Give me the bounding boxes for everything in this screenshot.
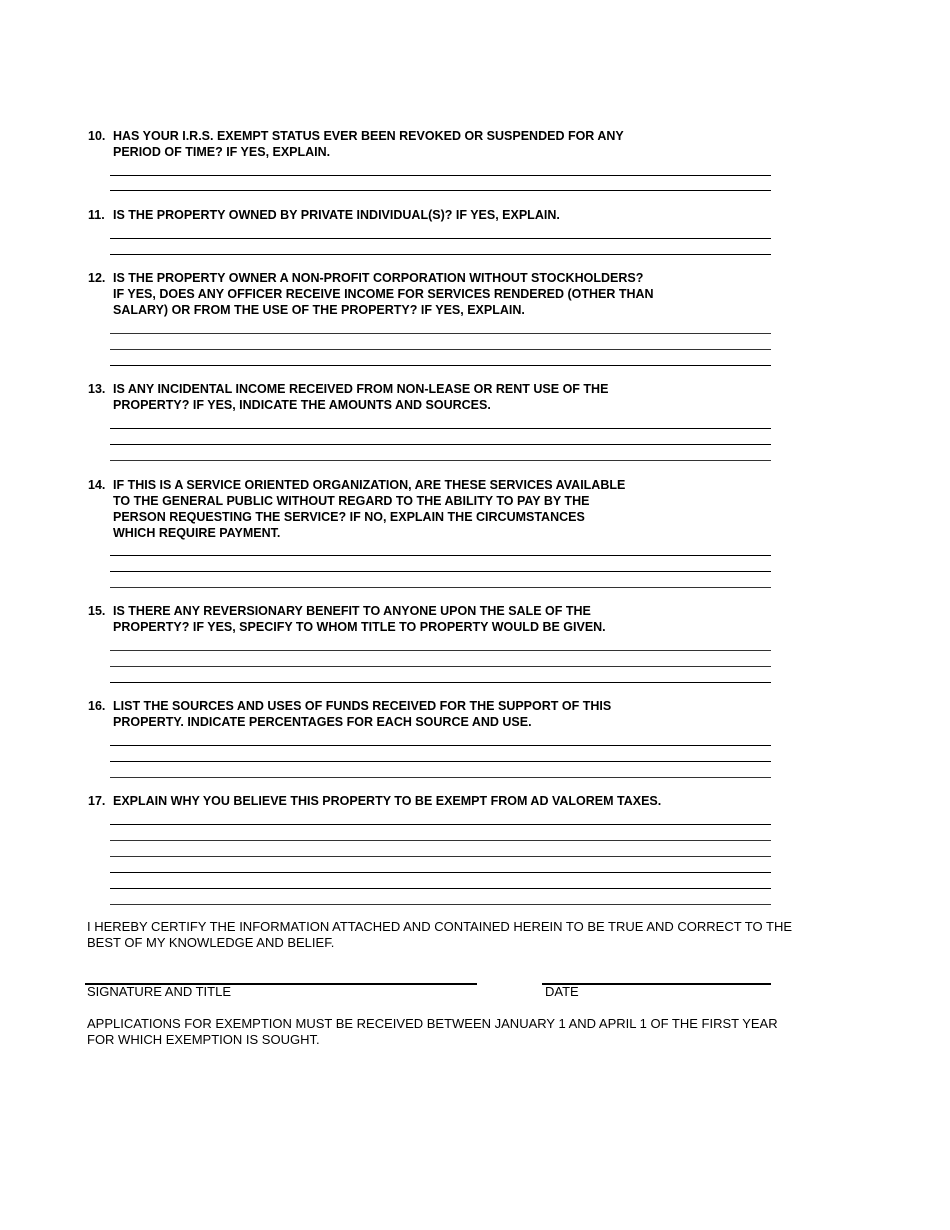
answer-line[interactable] — [110, 333, 771, 334]
question-number: 16. — [88, 699, 106, 713]
question-10 — [88, 128, 708, 160]
certification-text: BEST OF MY KNOWLEDGE AND BELIEF. — [87, 935, 335, 950]
answer-line[interactable] — [110, 904, 771, 905]
question-number: 15. — [88, 604, 106, 618]
question-text: IS THERE ANY REVERSIONARY BENEFIT TO ANYONE UPON THE SALE OF THE — [113, 604, 591, 618]
notice-text: APPLICATIONS FOR EXEMPTION MUST BE RECEIVED BETWEEN JANUARY 1 AND APRIL 1 OF THE FIRST YEAR — [87, 1016, 778, 1031]
question-text: TO THE GENERAL PUBLIC WITHOUT REGARD TO THE ABILITY TO PAY BY THE — [113, 494, 590, 508]
question-text: PROPERTY? IF YES, INDICATE THE AMOUNTS AND SOURCES. — [113, 398, 491, 412]
date-label: DATE — [545, 984, 579, 999]
answer-line[interactable] — [110, 761, 771, 762]
answer-line[interactable] — [110, 745, 771, 746]
question-text: HAS YOUR I.R.S. EXEMPT STATUS EVER BEEN REVOKED OR SUSPENDED FOR ANY — [113, 129, 624, 143]
answer-line[interactable] — [110, 349, 771, 350]
question-12 — [88, 270, 708, 318]
notice-text: FOR WHICH EXEMPTION IS SOUGHT. — [87, 1032, 320, 1047]
question-number: 12. — [88, 271, 106, 285]
question-number: 17. — [88, 794, 106, 808]
question-number: 10. — [88, 129, 106, 143]
answer-line[interactable] — [110, 587, 771, 588]
question-text: LIST THE SOURCES AND USES OF FUNDS RECEIVED FOR THE SUPPORT OF THIS — [113, 699, 612, 713]
question-text: IF YES, DOES ANY OFFICER RECEIVE INCOME FOR SERVICES RENDERED (OTHER THAN — [113, 287, 654, 301]
question-13 — [88, 381, 708, 413]
answer-line[interactable] — [110, 777, 771, 778]
question-14 — [88, 477, 708, 541]
answer-line[interactable] — [110, 190, 771, 191]
question-17 — [88, 793, 708, 809]
signature-label: SIGNATURE AND TITLE — [87, 984, 231, 999]
question-text: SALARY) OR FROM THE USE OF THE PROPERTY? IF YES, EXPLAIN. — [113, 303, 525, 317]
answer-line[interactable] — [110, 856, 771, 857]
answer-line[interactable] — [110, 254, 771, 255]
question-text: IS THE PROPERTY OWNED BY PRIVATE INDIVIDUAL(S)? IF YES, EXPLAIN. — [113, 208, 560, 222]
answer-line[interactable] — [110, 824, 771, 825]
answer-line[interactable] — [110, 460, 771, 461]
answer-line[interactable] — [110, 555, 771, 556]
answer-line[interactable] — [110, 650, 771, 651]
answer-line[interactable] — [110, 888, 771, 889]
question-text: EXPLAIN WHY YOU BELIEVE THIS PROPERTY TO BE EXEMPT FROM AD VALOREM TAXES. — [113, 794, 662, 808]
question-16 — [88, 698, 708, 730]
question-11 — [88, 207, 708, 223]
question-text: IS THE PROPERTY OWNER A NON-PROFIT CORPORATION WITHOUT STOCKHOLDERS? — [113, 271, 644, 285]
answer-line[interactable] — [110, 444, 771, 445]
answer-line[interactable] — [110, 365, 771, 366]
answer-line[interactable] — [110, 428, 771, 429]
question-text: WHICH REQUIRE PAYMENT. — [113, 526, 281, 540]
question-number: 11. — [88, 208, 105, 222]
answer-line[interactable] — [110, 682, 771, 683]
answer-line[interactable] — [110, 571, 771, 572]
answer-line[interactable] — [110, 175, 771, 176]
certification-statement — [87, 919, 792, 951]
question-text: IF THIS IS A SERVICE ORIENTED ORGANIZATION, ARE THESE SERVICES AVAILABLE — [113, 478, 626, 492]
question-text: PERSON REQUESTING THE SERVICE? IF NO, EXPLAIN THE CIRCUMSTANCES — [113, 510, 585, 524]
question-15 — [88, 603, 708, 635]
question-text: IS ANY INCIDENTAL INCOME RECEIVED FROM NON-LEASE OR RENT USE OF THE — [113, 382, 609, 396]
question-number: 14. — [88, 478, 106, 492]
answer-line[interactable] — [110, 666, 771, 667]
deadline-notice — [87, 1016, 778, 1048]
certification-text: I HEREBY CERTIFY THE INFORMATION ATTACHED AND CONTAINED HEREIN TO BE TRUE AND CORRECT TO THE — [87, 919, 793, 934]
question-number: 13. — [88, 382, 106, 396]
question-text: PERIOD OF TIME? IF YES, EXPLAIN. — [113, 145, 331, 159]
answer-line[interactable] — [110, 840, 771, 841]
question-text: PROPERTY. INDICATE PERCENTAGES FOR EACH SOURCE AND USE. — [113, 715, 532, 729]
question-text: PROPERTY? IF YES, SPECIFY TO WHOM TITLE TO PROPERTY WOULD BE GIVEN. — [113, 620, 606, 634]
answer-line[interactable] — [110, 238, 771, 239]
answer-line[interactable] — [110, 872, 771, 873]
